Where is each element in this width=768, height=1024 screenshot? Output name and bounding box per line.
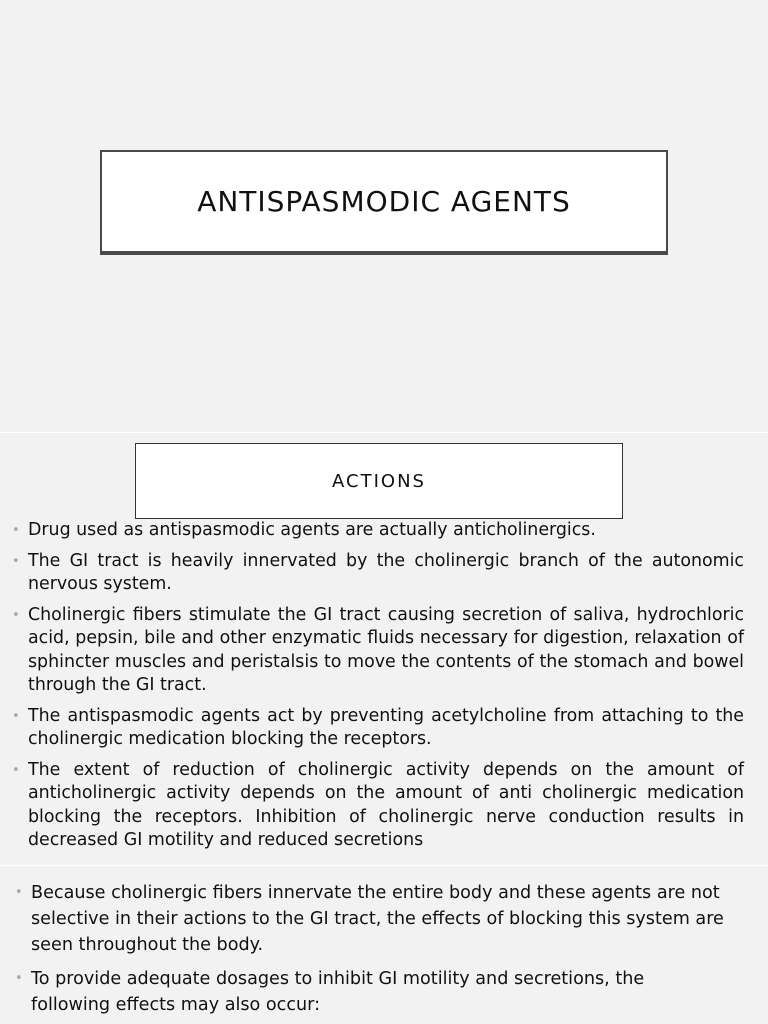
list-item [15, 880, 727, 958]
bullet-list [15, 880, 727, 1024]
list-item [12, 519, 744, 543]
list-item [15, 966, 727, 1018]
bullet-icon: • [12, 523, 20, 538]
list-item [12, 604, 744, 698]
bullet-text: To provide adequate dosages to inhibit GI motility and secretions, the following effects may also occur: [31, 969, 645, 1015]
bullet-icon: • [12, 708, 20, 724]
bullet-icon: • [12, 607, 20, 623]
bullet-text: Drug used as antispasmodic agents are actually anticholinergics. [28, 520, 596, 540]
bullet-text: Cholinergic fibers stimulate the GI tract causing secretion of saliva, hydrochloric acid, pepsin, bile and other enzymatic fluids necessary for digestion, relaxation of sphincter muscles and peristalsis to move the contents of the stomach and bowel through the GI tract. [28, 604, 744, 695]
bullet-text: The antispasmodic agents act by preventing acetylcholine from attaching to the cholinergic medication blocking the receptors. [28, 705, 744, 749]
bullet-text: The GI tract is heavily innervated by the cholinergic branch of the autonomic nervous system. [28, 550, 744, 594]
slide-3 [0, 866, 768, 1024]
slide-title: ANTISPASMODIC AGENTS [100, 150, 668, 255]
slide-2 [0, 433, 768, 865]
list-item [12, 705, 744, 752]
bullet-text: The extent of reduction of cholinergic activity depends on the amount of anticholinergic activity depends on the amount of anti cholinergic medication blocking the receptors. Inhibition of cholinergic nerve conduction results in decreased GI motility and reduced secretions [28, 759, 744, 850]
section-heading: ACTIONS [135, 443, 623, 519]
list-item [12, 550, 744, 597]
list-item [12, 759, 744, 853]
slide-1 [0, 0, 768, 432]
bullet-icon: • [12, 553, 20, 569]
bullet-icon: • [15, 885, 23, 900]
bullet-text: Because cholinergic fibers innervate the entire body and these agents are not selective in their actions to the GI tract, the effects of blocking this system are seen throughout the body. [31, 883, 724, 955]
bullet-list [12, 519, 744, 860]
bullet-icon: • [12, 762, 20, 778]
bullet-icon: • [15, 971, 23, 986]
